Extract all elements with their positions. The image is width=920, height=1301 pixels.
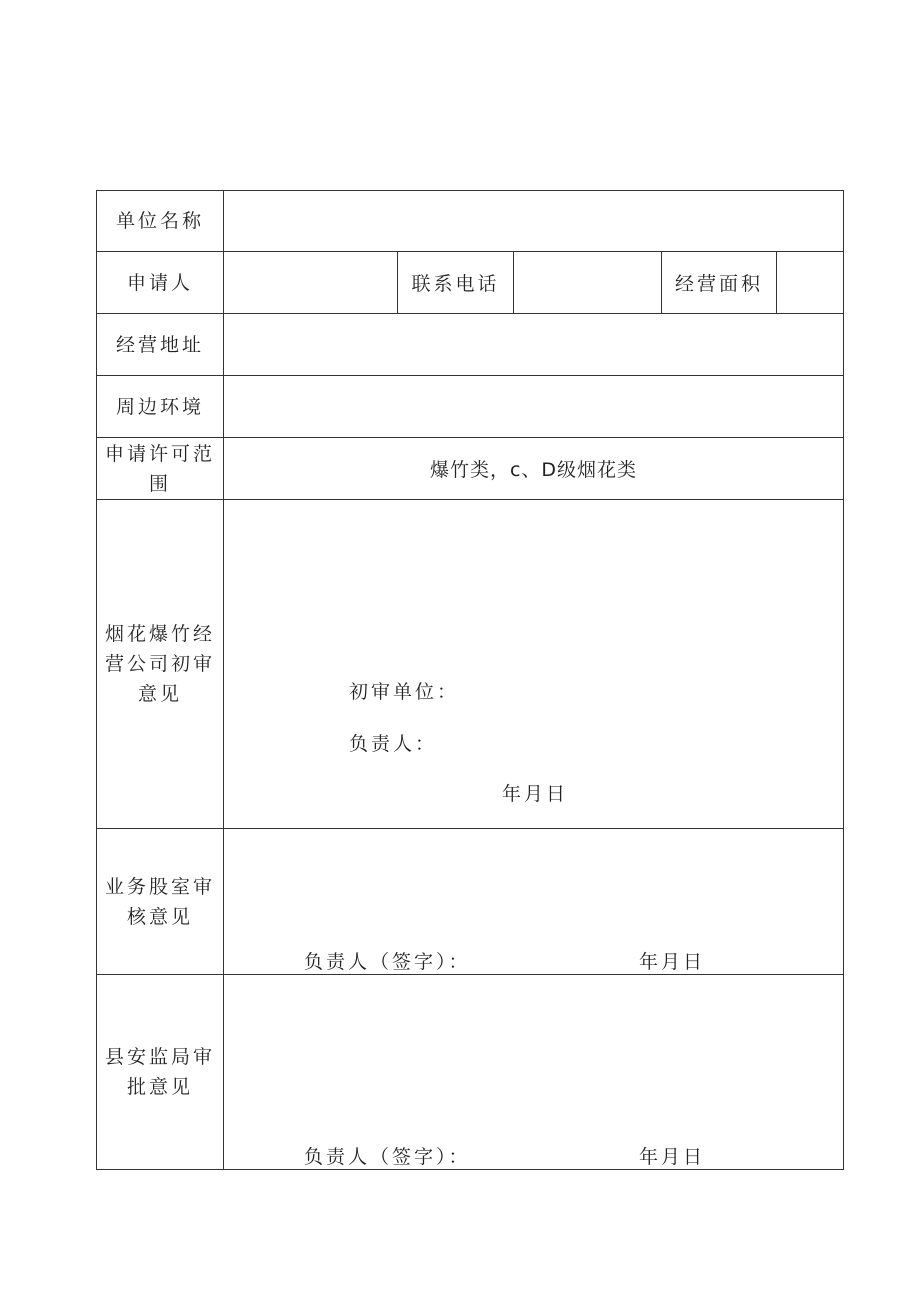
dept-date-label: 年月日: [639, 951, 706, 973]
company-review-area[interactable]: [224, 500, 843, 828]
review-date-label: 年月日: [502, 783, 569, 805]
area-field[interactable]: [777, 252, 843, 313]
address-label: 经营地址: [97, 314, 224, 375]
bureau-approval-row: [96, 975, 844, 1170]
dept-review-row: [96, 829, 844, 975]
applicant-row: [96, 252, 844, 314]
unit-name-row: [96, 190, 844, 252]
phone-field[interactable]: [514, 252, 662, 313]
dept-responsible-sign-label: 负责人（签字）：: [304, 951, 471, 973]
dept-review-label: 业务股室审核意见: [97, 829, 224, 974]
bureau-responsible-sign-label: 负责人（签字）：: [304, 1146, 471, 1168]
scope-row: [96, 438, 844, 500]
environment-field[interactable]: [224, 376, 843, 437]
scope-label: 申请许可范围: [97, 438, 224, 499]
address-row: [96, 314, 844, 376]
applicant-label: 申请人: [97, 252, 224, 313]
bureau-approval-label: 县安监局审批意见: [97, 975, 224, 1169]
review-unit-label: 初审单位：: [349, 681, 460, 703]
review-responsible-label: 负责人：: [349, 733, 438, 755]
company-review-row: [96, 500, 844, 829]
applicant-field[interactable]: [224, 252, 398, 313]
unit-name-label: 单位名称: [97, 191, 224, 251]
phone-label: 联系电话: [398, 252, 514, 313]
scope-value: 爆竹类，c、D级烟花类: [429, 459, 638, 481]
company-review-label: 烟花爆竹经营公司初审意见: [97, 500, 224, 828]
environment-label: 周边环境: [97, 376, 224, 437]
bureau-approval-area[interactable]: [224, 975, 843, 1169]
address-field[interactable]: [224, 314, 843, 375]
application-form: [96, 190, 844, 1170]
bureau-date-label: 年月日: [639, 1146, 706, 1168]
environment-row: [96, 376, 844, 438]
unit-name-field[interactable]: [224, 191, 843, 251]
dept-review-area[interactable]: [224, 829, 843, 974]
area-label: 经营面积: [662, 252, 777, 313]
